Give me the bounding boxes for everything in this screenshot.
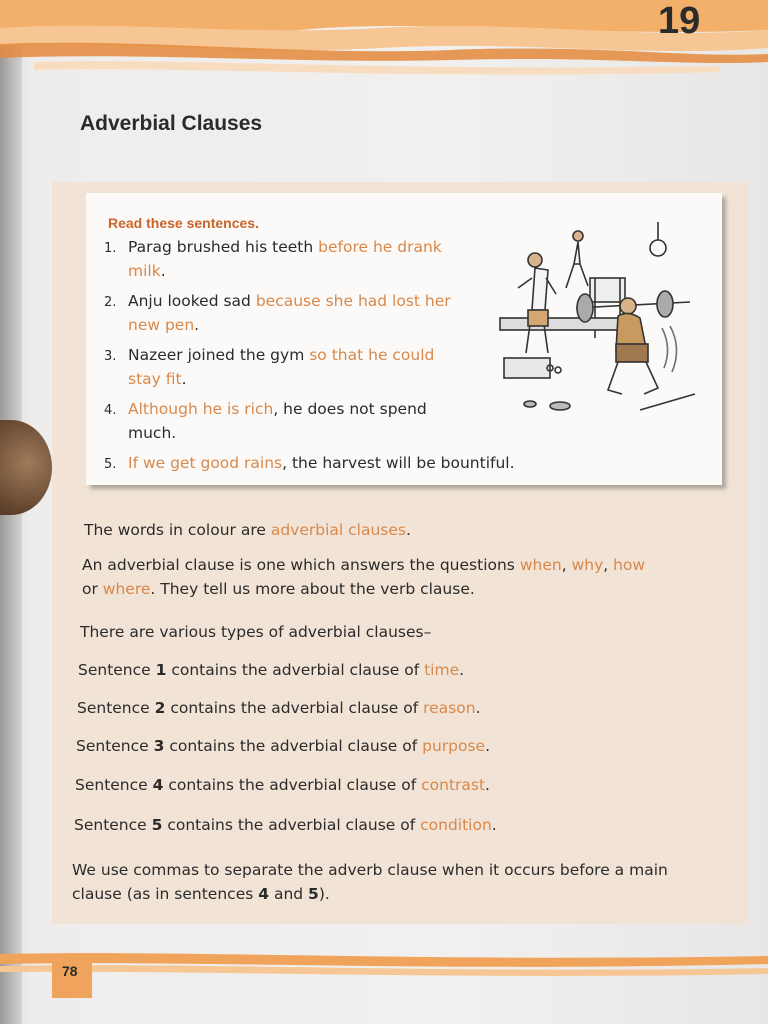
sentence-type-4: Sentence 4 contains the adverbial clause of contrast.	[75, 776, 490, 794]
example-item-3: 3. Nazeer joined the gym so that he could stay fit.	[104, 346, 435, 388]
page-title: Adverbial Clauses	[80, 112, 263, 135]
page-number: 78	[62, 963, 78, 979]
finger-holding-page	[0, 420, 52, 515]
example-item-1: 1. Parag brushed his teeth before he drank milk.	[104, 238, 442, 280]
paragraph-adverbial-clauses: The words in colour are adverbial clauses.	[84, 521, 411, 539]
paragraph-definition: An adverbial clause is one which answers the questions when, why, how or where. They tell us more about the verb clause.	[82, 556, 646, 598]
gym-weightlifting-illustration	[490, 218, 710, 418]
sentence-type-3: Sentence 3 contains the adverbial clause of purpose.	[76, 737, 491, 755]
chapter-number: 19	[658, 0, 701, 42]
sentence-type-1: Sentence 1 contains the adverbial clause of time.	[78, 661, 465, 679]
top-decorative-band	[0, 0, 768, 100]
bottom-decorative-band	[0, 940, 768, 1000]
example-item-4: 4. Although he is rich, he does not spend much.	[104, 400, 427, 442]
sentence-type-2: Sentence 2 contains the adverbial clause of reason.	[77, 699, 481, 717]
example-item-5: 5. If we get good rains, the harvest will be bountiful.	[104, 454, 515, 472]
sentence-type-5: Sentence 5 contains the adverbial clause of condition.	[74, 816, 497, 834]
read-heading: Read these sentences.	[108, 215, 259, 231]
example-item-2: 2. Anju looked sad because she had lost her new pen.	[104, 292, 451, 334]
paragraph-types-intro: There are various types of adverbial clauses–	[80, 623, 432, 641]
paragraph-comma-rule: We use commas to separate the adverb clause when it occurs before a main clause (as in sentences 4 and 5).	[72, 861, 668, 903]
